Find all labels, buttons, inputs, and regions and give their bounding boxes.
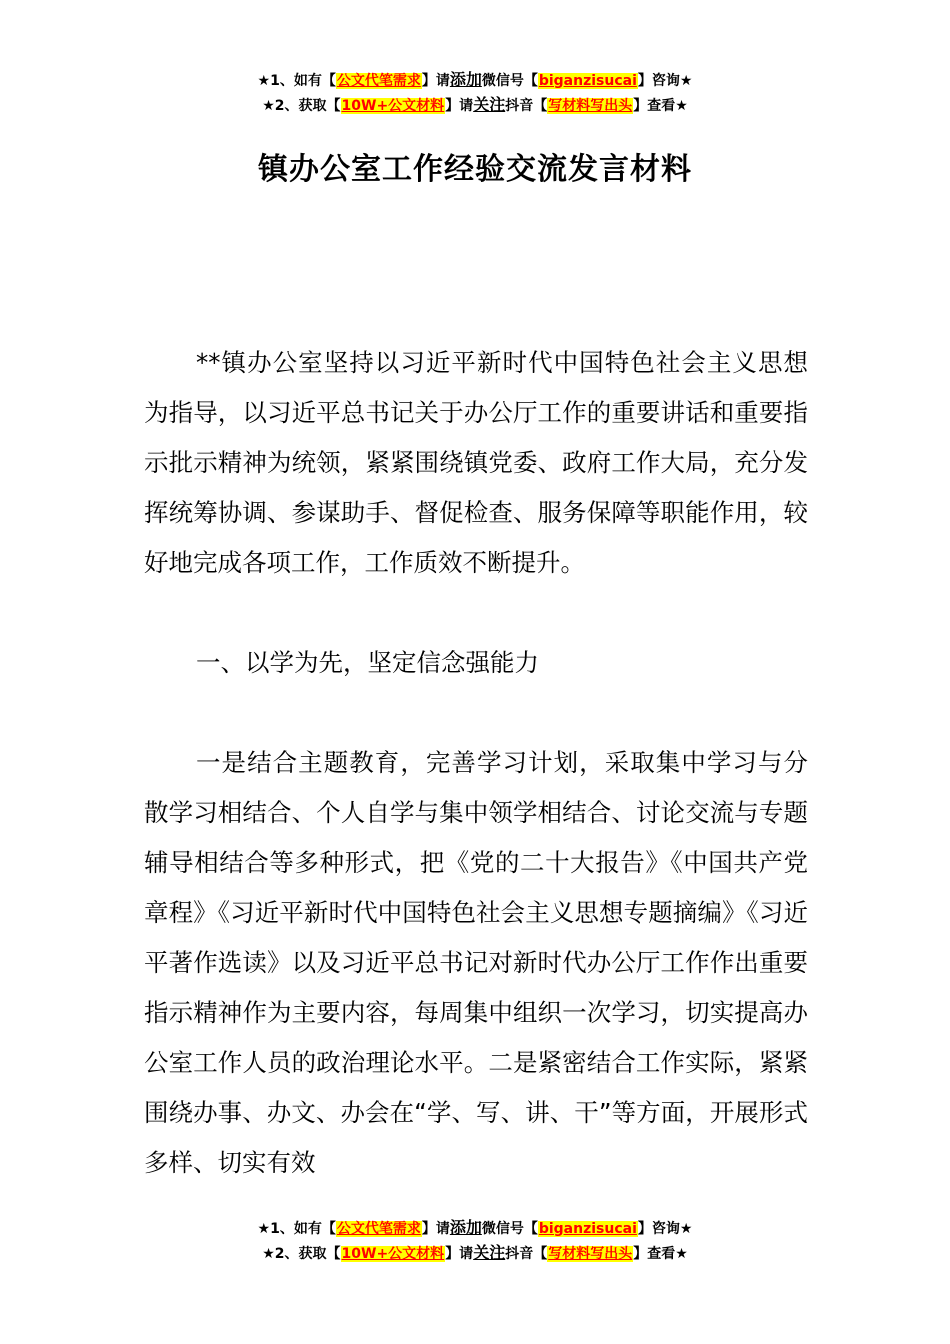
banner-text: 】请 [421,1221,450,1237]
banner-text: 抖音【 [505,1246,548,1262]
banner-emphasis: 关注 [473,95,506,114]
banner-text: 抖音【 [505,98,548,114]
banner-highlight: 公文代笔需求 [336,1221,421,1237]
banner-text: 】查看★ [633,98,688,114]
document-title: 镇办公室工作经验交流发言材料 [258,152,692,187]
banner-highlight: 10W+公文材料 [341,98,445,114]
banner-emphasis: 关注 [473,1243,506,1262]
banner-wechat-id: biganzisucai [538,73,637,89]
banner-text: 微信号【 [481,73,538,89]
intro-paragraph: **镇办公室坚持以习近平新时代中国特色社会主义思想为指导，以习近平总书记关于办公厅工作的重要讲话和重要指示批示精神为统领，紧紧围绕镇党委、政府工作大局，充分发挥统筹协调、参谋助手、督促检查、服务保障等职能作用，较好地完成各项工作，工作质效不断提升。 [144,348,808,577]
banner-line-2 [0,93,950,118]
banner-douyin-id: 写材料写出头 [548,1246,633,1262]
banner-text: 】查看★ [633,1246,688,1262]
banner-wechat-id: biganzisucai [538,1221,637,1237]
banner-text: 】请 [421,73,450,89]
banner-line-2 [0,1241,950,1266]
section-heading: 一、以学为先，坚定信念强能力 [196,648,539,677]
banner-highlight: 公文代笔需求 [336,73,421,89]
banner-text: ★1、如有【 [257,73,336,89]
banner-text: 】咨询★ [637,73,693,89]
banner-text: 】请 [445,98,474,114]
banner-text: ★2、获取【 [262,98,341,114]
body-paragraph: 一是结合主题教育，完善学习计划，采取集中学习与分散学习相结合、个人自学与集中领学相结合、讨论交流与专题辅导相结合等多种形式，把《党的二十大报告》《中国共产党章程》《习近平新时代中国特色社会主义思想专题摘编》《习近平著作选读》以及习近平总书记对新时代办公厅工作作出重要指示精神作为主要内容，每周集中组织一次学习，切实提高办公室工作人员的政治理论水平。二是紧密结合工作实际，紧紧围绕办事、办文、办会在“学、写、讲、干”等方面，开展形式多样、切实有效 [144,748,808,1177]
banner-emphasis: 添加 [449,70,482,89]
header-banner [0,68,950,118]
footer-banner [0,1216,950,1266]
banner-douyin-id: 写材料写出头 [548,98,633,114]
banner-line-1 [0,1216,950,1241]
banner-text: ★1、如有【 [257,1221,336,1237]
banner-text: 】咨询★ [637,1221,693,1237]
banner-highlight: 10W+公文材料 [341,1246,445,1262]
banner-emphasis: 添加 [449,1218,482,1237]
banner-text: 】请 [445,1246,474,1262]
banner-line-1 [0,68,950,93]
banner-text: ★2、获取【 [262,1246,341,1262]
banner-text: 微信号【 [481,1221,538,1237]
